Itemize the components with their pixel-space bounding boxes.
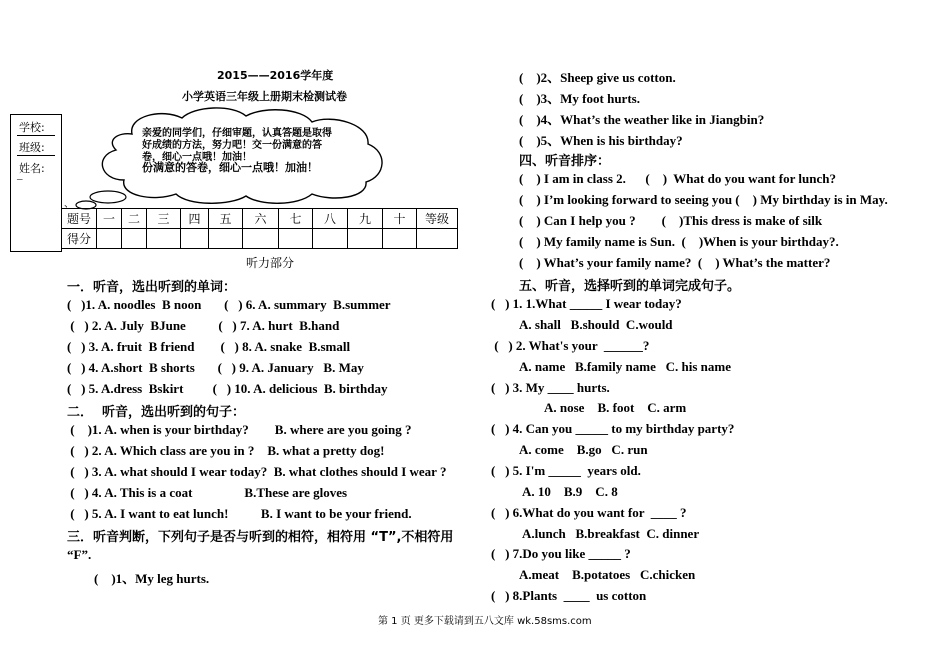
name-dash: – [17, 173, 23, 185]
stray-mark: 、 [64, 199, 74, 210]
score-header-cell: 六 [243, 209, 279, 229]
section-3-heading: 三．听音判断，下列句子是否与听到的相符，相符用 “T”,不相符用 [67, 530, 454, 545]
exam-title: 小学英语三年级上册期末检测试卷 [182, 90, 347, 103]
score-header-cell: 五 [209, 209, 243, 229]
question-line: ( ) My family name is Sun. ( )When is your birthday?. [519, 234, 839, 249]
question-line: ( ) 6.What do you want for ____ ? [491, 505, 687, 520]
school-line [17, 135, 55, 136]
class-label: 班级: [19, 141, 45, 154]
question-line: ( )1、My leg hurts. [94, 571, 210, 586]
question-line: ( ) What’s your family name? ( ) What’s the matter? [519, 255, 831, 270]
question-line: ( ) 3. My ____ hurts. [491, 380, 610, 395]
question-line: ( ) I am in class 2. ( ) What do you want for lunch? [519, 171, 836, 186]
listening-section-title: 听力部分 [246, 256, 295, 270]
question-line: ( )2、Sheep give us cotton. [519, 70, 676, 85]
question-line: ( ) 4. A.short B shorts ( ) 9. A. January B. May [67, 360, 364, 375]
question-line: ( ) 3. A. what should I wear today? B. what clothes should I wear ? [67, 464, 447, 479]
score-cell[interactable] [147, 229, 181, 249]
score-table-header-row [62, 209, 458, 229]
cloud-text-line3: 卷，细心一点哦！加油！ [142, 152, 252, 163]
question-line: ( ) 5. A. I want to eat lunch! B. I want to be your friend. [67, 506, 412, 521]
answer-options: A. 10 B.9 C. 8 [522, 484, 618, 499]
score-header-cell: 等级 [417, 209, 458, 229]
exam-year: 2015——2016学年度 [217, 69, 334, 82]
score-cell[interactable] [279, 229, 313, 249]
answer-options: A. name B.family name C. his name [519, 359, 731, 374]
question-line: ( ) 7.Do you like _____ ? [491, 546, 631, 561]
section-5-heading: 五、听音，选择听到的单词完成句子。 [519, 279, 741, 294]
answer-options: A. come B.go C. run [519, 442, 648, 457]
section-1-heading: 一．听音，选出听到的单词： [67, 280, 237, 295]
score-header-cell: 二 [122, 209, 147, 229]
question-line: ( ) 8.Plants ____ us cotton [491, 588, 647, 603]
score-cell[interactable] [383, 229, 417, 249]
score-header-cell: 一 [97, 209, 122, 229]
class-line [17, 155, 55, 156]
score-row-label: 得分 [62, 229, 97, 249]
score-header-cell: 四 [181, 209, 209, 229]
section-2-heading: 二． 听音，选出听到的句子： [67, 405, 246, 420]
score-cell[interactable] [97, 229, 122, 249]
score-table-score-row [62, 229, 458, 249]
question-line: ( )5、When is his birthday? [519, 133, 683, 148]
score-header-cell: 八 [313, 209, 348, 229]
cloud-text-line4: 份满意的答卷，细心一点哦！加油！ [142, 161, 318, 174]
name-label: 姓名: [19, 162, 45, 175]
section-3-heading-cont: “F”. [67, 547, 92, 562]
score-cell[interactable] [417, 229, 458, 249]
question-line: ( ) 2. A. Which class are you in ? B. what a pretty dog! [67, 443, 385, 458]
score-header-cell: 十 [383, 209, 417, 229]
cloud-text-line2: 好成绩的方法，努力吧！交一份满意的答 [142, 140, 322, 151]
score-cell[interactable] [313, 229, 348, 249]
answer-options: A. nose B. foot C. arm [544, 400, 687, 415]
score-cell[interactable] [348, 229, 383, 249]
score-cell[interactable] [181, 229, 209, 249]
question-line: ( )4、What’s the weather like in Jiangbin? [519, 112, 765, 127]
score-cell[interactable] [243, 229, 279, 249]
cloud-text-line1: 亲爱的同学们，仔细审题，认真答题是取得 [142, 128, 332, 139]
score-header-cell: 七 [279, 209, 313, 229]
question-line: ( ) 5. A.dress Bskirt ( ) 10. A. delicious B. birthday [67, 381, 388, 396]
answer-options: A. shall B.should C.would [519, 317, 673, 332]
question-line: ( ) 3. A. fruit B friend ( ) 8. A. snake B.small [67, 339, 351, 354]
question-line: ( ) I’m looking forward to seeing you ( ) My birthday is in May. [519, 192, 888, 207]
score-table [61, 208, 458, 249]
question-line: ( ) 4. A. This is a coat B.These are gloves [67, 485, 348, 500]
score-header-cell: 九 [348, 209, 383, 229]
question-line: ( ) 2. A. July BJune ( ) 7. A. hurt B.hand [67, 318, 340, 333]
question-line: ( ) Can I help you ? ( )This dress is make of silk [519, 213, 823, 228]
question-line: ( )3、My foot hurts. [519, 91, 640, 106]
question-line: ( )1. A. noodles B noon ( ) 6. A. summary B.summer [67, 297, 391, 312]
question-line: ( ) 1. 1.What _____ I wear today? [491, 296, 682, 311]
score-header-cell: 题号 [62, 209, 97, 229]
question-line: ( ) 4. Can you _____ to my birthday party? [491, 421, 735, 436]
page-footer: 第 1 页 更多下载请到五八文库 wk.58sms.com [378, 616, 592, 627]
school-label: 学校: [19, 121, 45, 134]
question-line: ( ) 2. What's your ______? [491, 338, 650, 353]
score-header-cell: 三 [147, 209, 181, 229]
score-cell[interactable] [209, 229, 243, 249]
answer-options: A.lunch B.breakfast C. dinner [522, 526, 700, 541]
score-cell[interactable] [122, 229, 147, 249]
question-line: ( ) 5. I'm _____ years old. [491, 463, 641, 478]
question-line: ( )1. A. when is your birthday? B. where are you going ? [67, 422, 412, 437]
student-info-box [10, 114, 62, 252]
section-4-heading: 四、听音排序： [519, 154, 611, 169]
answer-options: A.meat B.potatoes C.chicken [519, 567, 696, 582]
